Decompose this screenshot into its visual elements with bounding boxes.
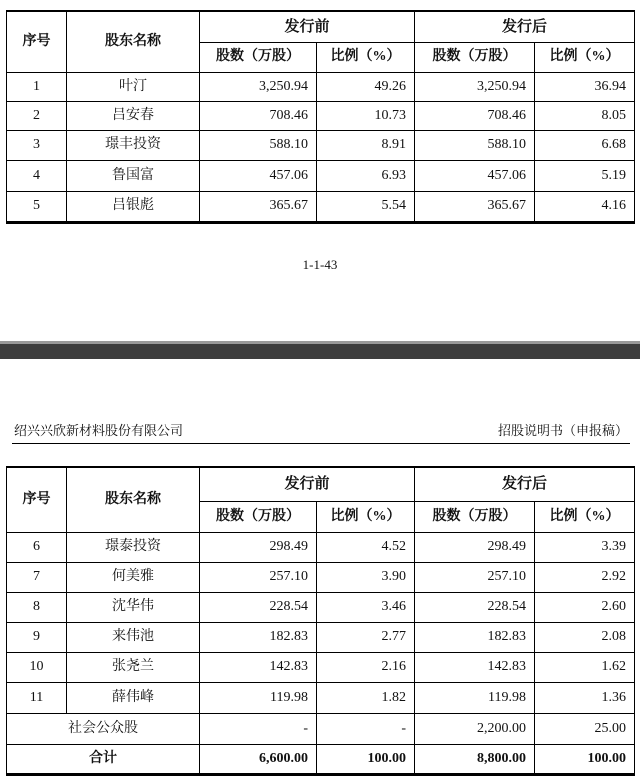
- company-name: 绍兴兴欣新材料股份有限公司: [14, 423, 184, 438]
- table-row: [7, 622, 635, 652]
- header-before-issue: 发行前: [200, 467, 415, 501]
- header-seq: 序号: [7, 11, 67, 72]
- shareholder-name-cell: 何美雅: [67, 562, 200, 592]
- page-number: 1-1-43: [302, 257, 338, 272]
- table-header-row: [7, 11, 635, 42]
- before-shares-cell: -: [200, 713, 317, 744]
- header-before-ratio: 比例（%）: [317, 42, 415, 72]
- after-shares-cell: 2,200.00: [415, 713, 535, 744]
- header-seq: 序号: [7, 467, 67, 532]
- seq-cell: 7: [7, 562, 67, 592]
- shareholder-name-cell: 璟泰投资: [67, 532, 200, 562]
- before-shares-cell: 257.10: [200, 562, 317, 592]
- total-after-shares: 8,800.00: [415, 744, 535, 774]
- after-ratio-cell: 2.92: [535, 562, 635, 592]
- shareholder-name-cell: 叶汀: [67, 72, 200, 101]
- before-ratio-cell: 6.93: [317, 160, 415, 191]
- public-shares-label: 社会公众股: [7, 713, 200, 744]
- after-shares-cell: 228.54: [415, 592, 535, 622]
- table-row: [7, 72, 635, 101]
- shareholder-name-cell: 沈华伟: [67, 592, 200, 622]
- after-shares-cell: 365.67: [415, 191, 535, 222]
- before-ratio-cell: -: [317, 713, 415, 744]
- table-row: [7, 191, 635, 222]
- table-header-row: [7, 467, 635, 501]
- header-after-issue: 发行后: [415, 11, 635, 42]
- after-ratio-cell: 25.00: [535, 713, 635, 744]
- seq-cell: 4: [7, 160, 67, 191]
- header-before-issue: 发行前: [200, 11, 415, 42]
- shareholder-name-cell: 张尧兰: [67, 652, 200, 682]
- document-title: 招股说明书（申报稿）: [497, 423, 628, 438]
- before-shares-cell: 228.54: [200, 592, 317, 622]
- total-row: [7, 744, 635, 774]
- after-ratio-cell: 1.62: [535, 652, 635, 682]
- before-ratio-cell: 49.26: [317, 72, 415, 101]
- after-ratio-cell: 36.94: [535, 72, 635, 101]
- header-shareholder-name: 股东名称: [67, 11, 200, 72]
- after-ratio-cell: 2.08: [535, 622, 635, 652]
- after-shares-cell: 119.98: [415, 682, 535, 713]
- after-shares-cell: 457.06: [415, 160, 535, 191]
- page-break-separator: [0, 344, 640, 359]
- after-ratio-cell: 8.05: [535, 101, 635, 130]
- seq-cell: 8: [7, 592, 67, 622]
- table-row: [7, 101, 635, 130]
- shareholder-name-cell: 吕安春: [67, 101, 200, 130]
- before-shares-cell: 3,250.94: [200, 72, 317, 101]
- before-shares-cell: 708.46: [200, 101, 317, 130]
- header-shareholder-name: 股东名称: [67, 467, 200, 532]
- seq-cell: 5: [7, 191, 67, 222]
- shareholder-name-cell: 来伟池: [67, 622, 200, 652]
- header-after-shares: 股数（万股）: [415, 501, 535, 532]
- before-ratio-cell: 2.77: [317, 622, 415, 652]
- before-shares-cell: 457.06: [200, 160, 317, 191]
- shareholder-name-cell: 薛伟峰: [67, 682, 200, 713]
- seq-cell: 3: [7, 130, 67, 160]
- before-shares-cell: 588.10: [200, 130, 317, 160]
- table-row: [7, 160, 635, 191]
- before-ratio-cell: 4.52: [317, 532, 415, 562]
- after-shares-cell: 708.46: [415, 101, 535, 130]
- header-after-ratio: 比例（%）: [535, 501, 635, 532]
- total-label: 合计: [7, 744, 200, 774]
- header-after-ratio: 比例（%）: [535, 42, 635, 72]
- after-ratio-cell: 4.16: [535, 191, 635, 222]
- table-row: [7, 562, 635, 592]
- after-shares-cell: 257.10: [415, 562, 535, 592]
- shareholder-table: [6, 466, 635, 776]
- total-after-ratio: 100.00: [535, 744, 635, 774]
- table-row: [7, 652, 635, 682]
- shareholder-table-continued: [6, 10, 635, 224]
- seq-cell: 11: [7, 682, 67, 713]
- table-row: [7, 682, 635, 713]
- before-ratio-cell: 10.73: [317, 101, 415, 130]
- shareholder-name-cell: 鲁国富: [67, 160, 200, 191]
- after-ratio-cell: 3.39: [535, 532, 635, 562]
- before-ratio-cell: 3.90: [317, 562, 415, 592]
- before-ratio-cell: 2.16: [317, 652, 415, 682]
- before-ratio-cell: 3.46: [317, 592, 415, 622]
- before-ratio-cell: 5.54: [317, 191, 415, 222]
- header-after-issue: 发行后: [415, 467, 635, 501]
- after-ratio-cell: 2.60: [535, 592, 635, 622]
- total-before-shares: 6,600.00: [200, 744, 317, 774]
- after-shares-cell: 3,250.94: [415, 72, 535, 101]
- after-shares-cell: 588.10: [415, 130, 535, 160]
- header-after-shares: 股数（万股）: [415, 42, 535, 72]
- seq-cell: 1: [7, 72, 67, 101]
- after-shares-cell: 182.83: [415, 622, 535, 652]
- before-shares-cell: 182.83: [200, 622, 317, 652]
- header-before-shares: 股数（万股）: [200, 42, 317, 72]
- before-ratio-cell: 1.82: [317, 682, 415, 713]
- table-row: [7, 130, 635, 160]
- before-shares-cell: 365.67: [200, 191, 317, 222]
- table-row: [7, 592, 635, 622]
- after-ratio-cell: 6.68: [535, 130, 635, 160]
- header-before-ratio: 比例（%）: [317, 501, 415, 532]
- total-before-ratio: 100.00: [317, 744, 415, 774]
- header-rule: [12, 443, 630, 444]
- header-before-shares: 股数（万股）: [200, 501, 317, 532]
- before-shares-cell: 119.98: [200, 682, 317, 713]
- before-shares-cell: 142.83: [200, 652, 317, 682]
- seq-cell: 2: [7, 101, 67, 130]
- shareholder-name-cell: 吕银彪: [67, 191, 200, 222]
- after-ratio-cell: 1.36: [535, 682, 635, 713]
- shareholder-name-cell: 璟丰投资: [67, 130, 200, 160]
- seq-cell: 9: [7, 622, 67, 652]
- seq-cell: 6: [7, 532, 67, 562]
- before-shares-cell: 298.49: [200, 532, 317, 562]
- seq-cell: 10: [7, 652, 67, 682]
- before-ratio-cell: 8.91: [317, 130, 415, 160]
- after-shares-cell: 142.83: [415, 652, 535, 682]
- table-row: [7, 532, 635, 562]
- after-ratio-cell: 5.19: [535, 160, 635, 191]
- after-shares-cell: 298.49: [415, 532, 535, 562]
- public-shares-row: [7, 713, 635, 744]
